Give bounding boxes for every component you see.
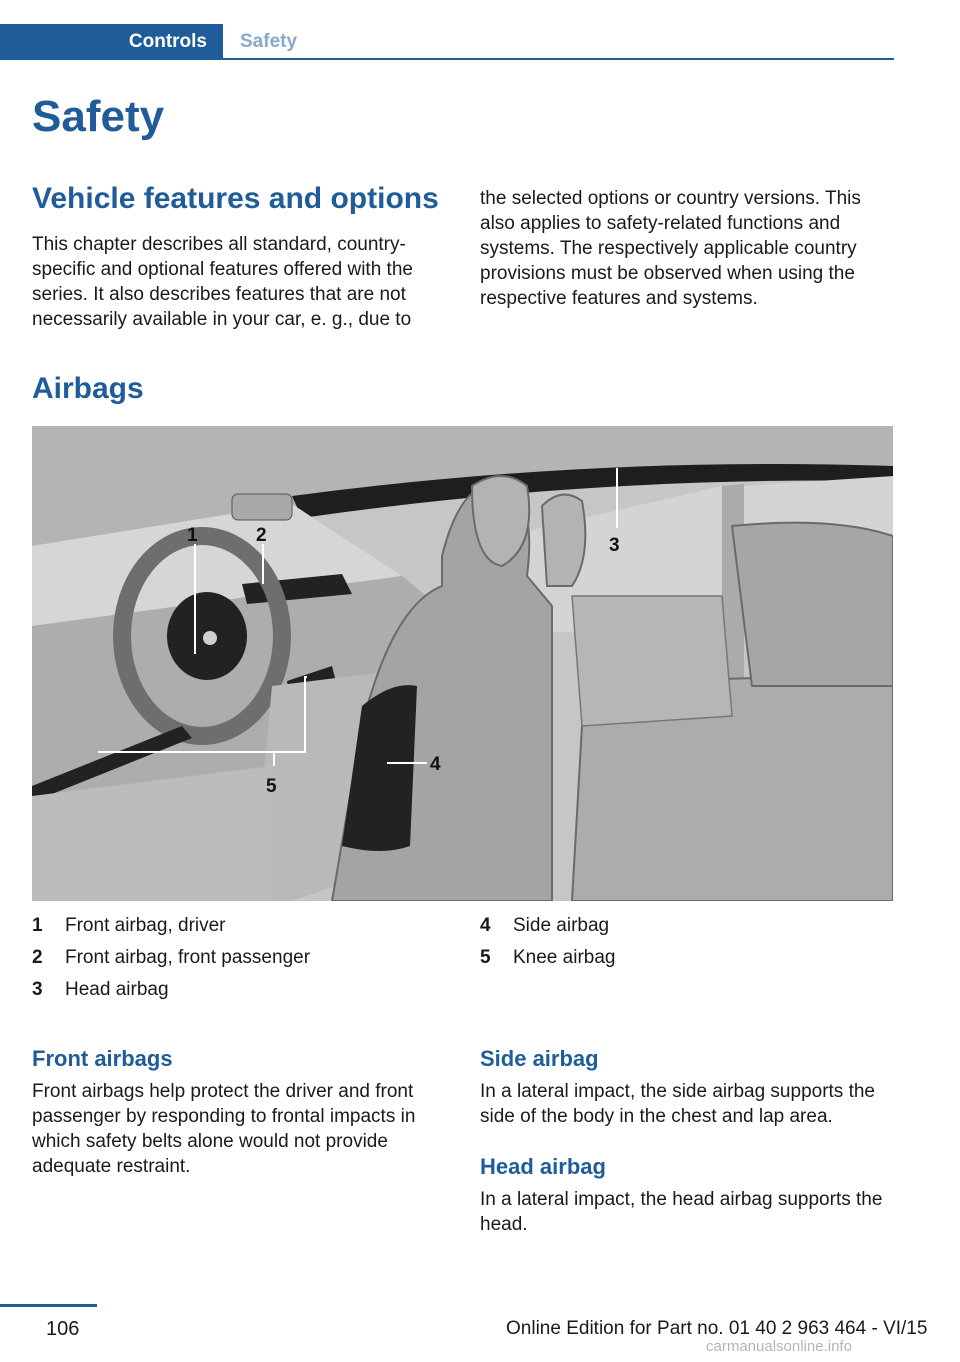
- legend-number: 4: [480, 915, 491, 936]
- steering-logo-icon: [203, 631, 217, 645]
- tab-controls[interactable]: Controls: [0, 24, 223, 60]
- side-airbag-heading: Side airbag: [480, 1046, 599, 1071]
- figure-legend-left: [32, 910, 452, 1006]
- tab-underline: [223, 58, 894, 60]
- figure-label-1: 1: [187, 525, 198, 546]
- legend-item: [32, 942, 452, 974]
- head-airbag-text: In a lateral impact, the head airbag supports the head.: [480, 1189, 883, 1235]
- edition-note: Online Edition for Part no. 01 40 2 963 464 - VI/15: [506, 1318, 928, 1339]
- front-airbags-heading: Front airbags: [32, 1046, 173, 1071]
- vehicle-features-text-right: the selected options or country versions. This also applies to safety-related functions and systems. The respectively applicable country provisions must be observed when using the respective features and systems.: [480, 188, 861, 309]
- head-airbag-heading: Head airbag: [480, 1154, 606, 1179]
- legend-number: 2: [32, 947, 43, 968]
- figure-label-3: 3: [609, 535, 620, 556]
- figure-label-2: 2: [256, 525, 267, 546]
- vehicle-features-text-left: This chapter describes all standard, country-specific and optional features offered with the series. It also describes features that are not necessarily available in your car, e. g., due to: [32, 234, 413, 330]
- legend-text: Knee airbag: [513, 947, 616, 968]
- legend-text: Front airbag, driver: [65, 915, 226, 936]
- car-interior-drawing: [32, 426, 893, 901]
- legend-text: Side airbag: [513, 915, 610, 936]
- section-tab-bar: [0, 24, 894, 62]
- figure-label-4: 4: [430, 754, 441, 775]
- legend-item: [32, 974, 452, 1006]
- airbag-locations-illustration: [32, 426, 893, 901]
- tab-safety[interactable]: Safety: [240, 31, 298, 52]
- page-number: 106: [46, 1318, 80, 1340]
- legend-item: [32, 910, 452, 942]
- legend-item: [480, 910, 895, 942]
- legend-text: Front airbag, front passenger: [65, 947, 311, 968]
- figure-legend-right: [480, 910, 895, 974]
- legend-number: 5: [480, 947, 491, 968]
- legend-number: 3: [32, 979, 43, 1000]
- airbags-heading: Airbags: [32, 372, 144, 405]
- footer-accent-line: [0, 1304, 97, 1307]
- legend-number: 1: [32, 915, 43, 936]
- watermark: carmanualsonline.info: [706, 1338, 852, 1355]
- legend-item: [480, 942, 895, 974]
- front-airbags-text: Front airbags help protect the driver and front passenger by responding to frontal impacts in which safety belts alone would not provide adequate restraint.: [32, 1081, 416, 1177]
- side-airbag-text: In a lateral impact, the side airbag supports the side of the body in the chest and lap area.: [480, 1081, 876, 1127]
- vehicle-features-heading: Vehicle features and options: [32, 182, 439, 215]
- page-title: Safety: [32, 92, 165, 141]
- figure-label-5: 5: [266, 776, 277, 797]
- legend-text: Head airbag: [65, 979, 169, 1000]
